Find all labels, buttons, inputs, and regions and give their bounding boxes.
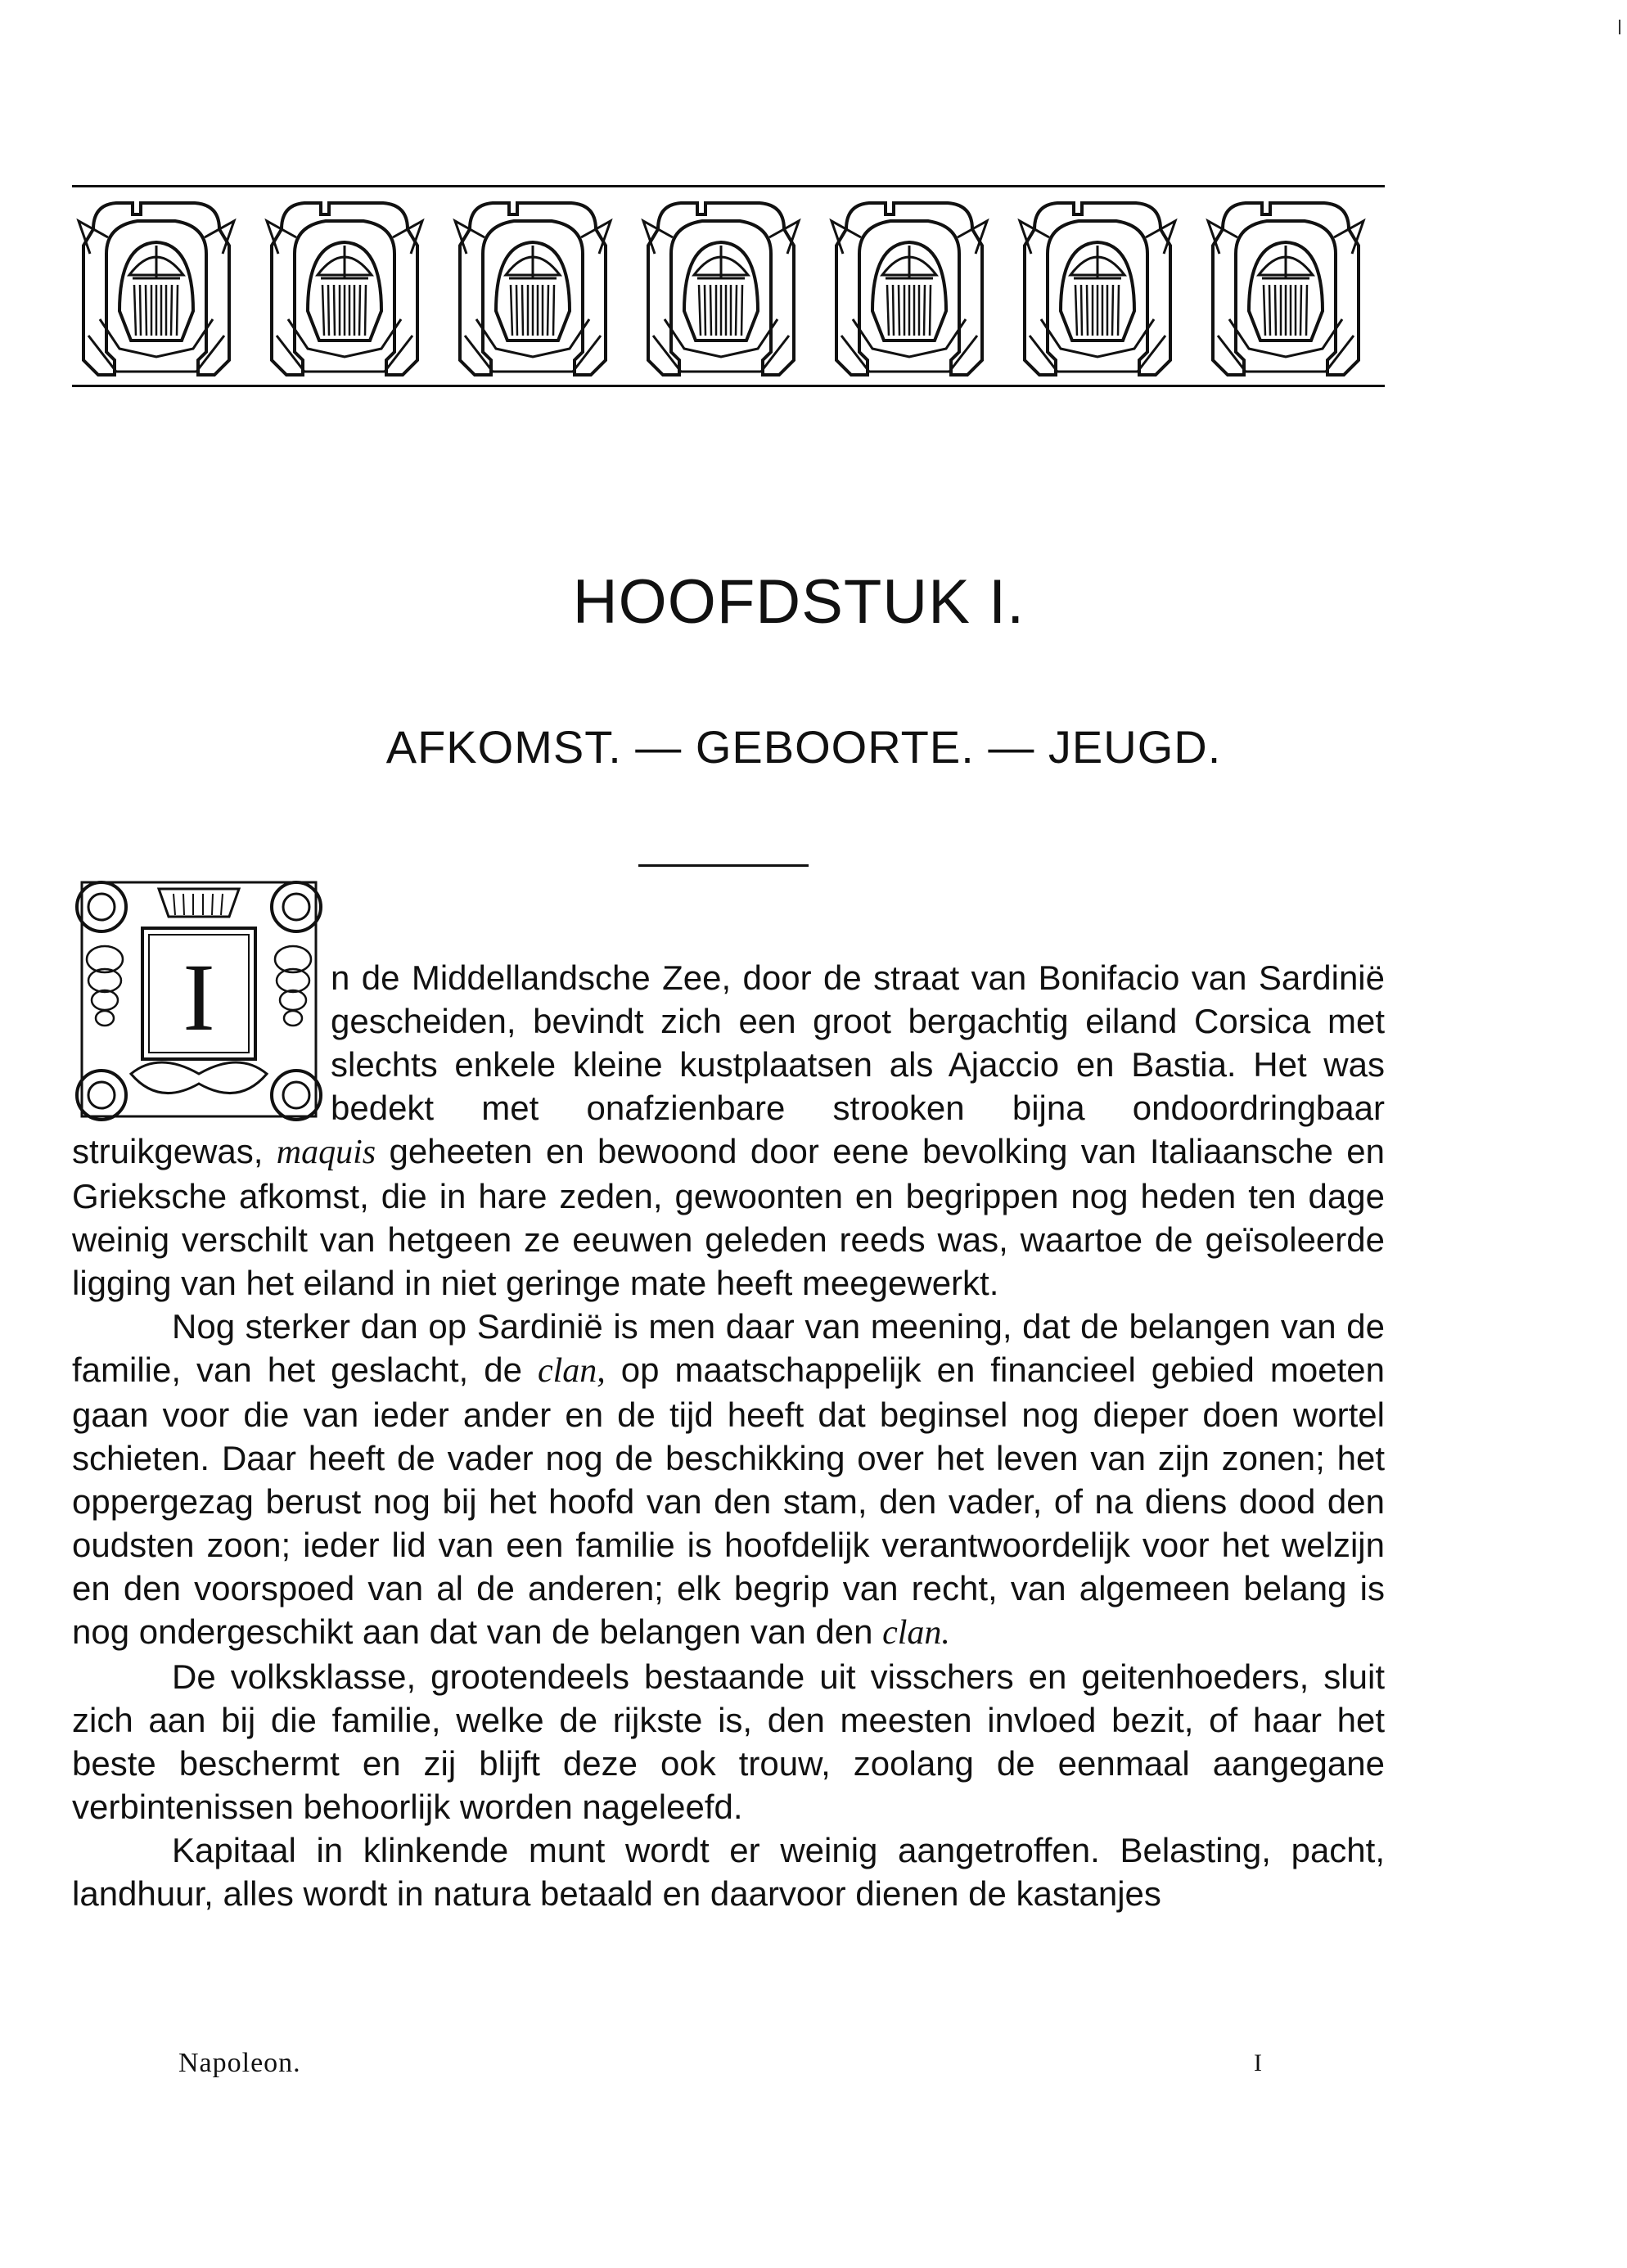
paragraph-3: De volksklasse, grootendeels bestaande uit visschers en geitenhoeders, sluit zich aan bij die familie, welke de rijkste is, den meesten invloed bezit, of haar het beste beschermt en zij blijft deze ook trouw, zoolang de eenmaal aangegane verbintenissen behoorlijk worden nageleefd.	[72, 1657, 1385, 1826]
dropcap-space	[72, 949, 331, 1123]
section-divider	[638, 864, 809, 867]
ornament-bottom-rule	[72, 385, 1385, 387]
ornament-top-rule	[72, 185, 1385, 187]
chapter-title: HOOFDSTUK I.	[572, 567, 1025, 637]
paragraph-2: Nog sterker dan op Sardinië is men daar van meening, dat de belangen van de familie, van het geslacht, de clan, op maatschappelijk en financieel gebied moeten gaan voor die van ieder ander en de tijd heeft dat beginsel nog dieper doen wortel schieten. Daar heeft de vader nog de beschikking over het leven van zijn zonen; het oppergezag berust nog bij het hoofd van den stam, den vader, of na diens dood den oudsten zoon; ieder lid van een familie is hoofdelijk verantwoordelijk voor het welzijn en den voorspoed van al de anderen; elk begrip van recht, van algemeen belang is nog ondergeschikt aan dat van de belangen van den clan.	[72, 1307, 1386, 1652]
scan-mark	[1619, 20, 1620, 34]
initial-letter: I	[183, 944, 215, 1051]
paragraph-1: n de Middellandsche Zee, door de straat van Bonifacio van Sardinië gescheiden, bevindt zich een groot bergachtig eiland Corsica met slechts enkele kleine kustplaatsen als Ajaccio en Bastia. Het was bedekt met onafzienbare strooken bijna ondoordringbaar struikgewas, maquis geheeten en bewoond door eene bevolking van Italiaansche en Grieksche afkomst, die in hare zeden, gewoonten en begrippen nog heden ten dage weinig verschilt van hetgeen ze eeuwen geleden reeds was, waartoe de geïsoleerde ligging van het eiland in niet geringe mate heeft meegewerkt.	[72, 958, 1386, 1302]
chapter-subtitle: AFKOMST. — GEBOORTE. — JEUGD.	[385, 721, 1222, 773]
sheet-number: I	[1254, 2049, 1262, 2076]
signature-mark: Napoleon.	[178, 2048, 301, 2078]
body-text	[72, 956, 1385, 1915]
paragraph-4: Kapitaal in klinkende munt wordt er weinig aangetroffen. Belasting, pacht, landhuur, alles wordt in natura betaald en daarvoor dienen de kastanjes	[72, 1831, 1385, 1913]
ornamental-border	[72, 196, 1385, 378]
